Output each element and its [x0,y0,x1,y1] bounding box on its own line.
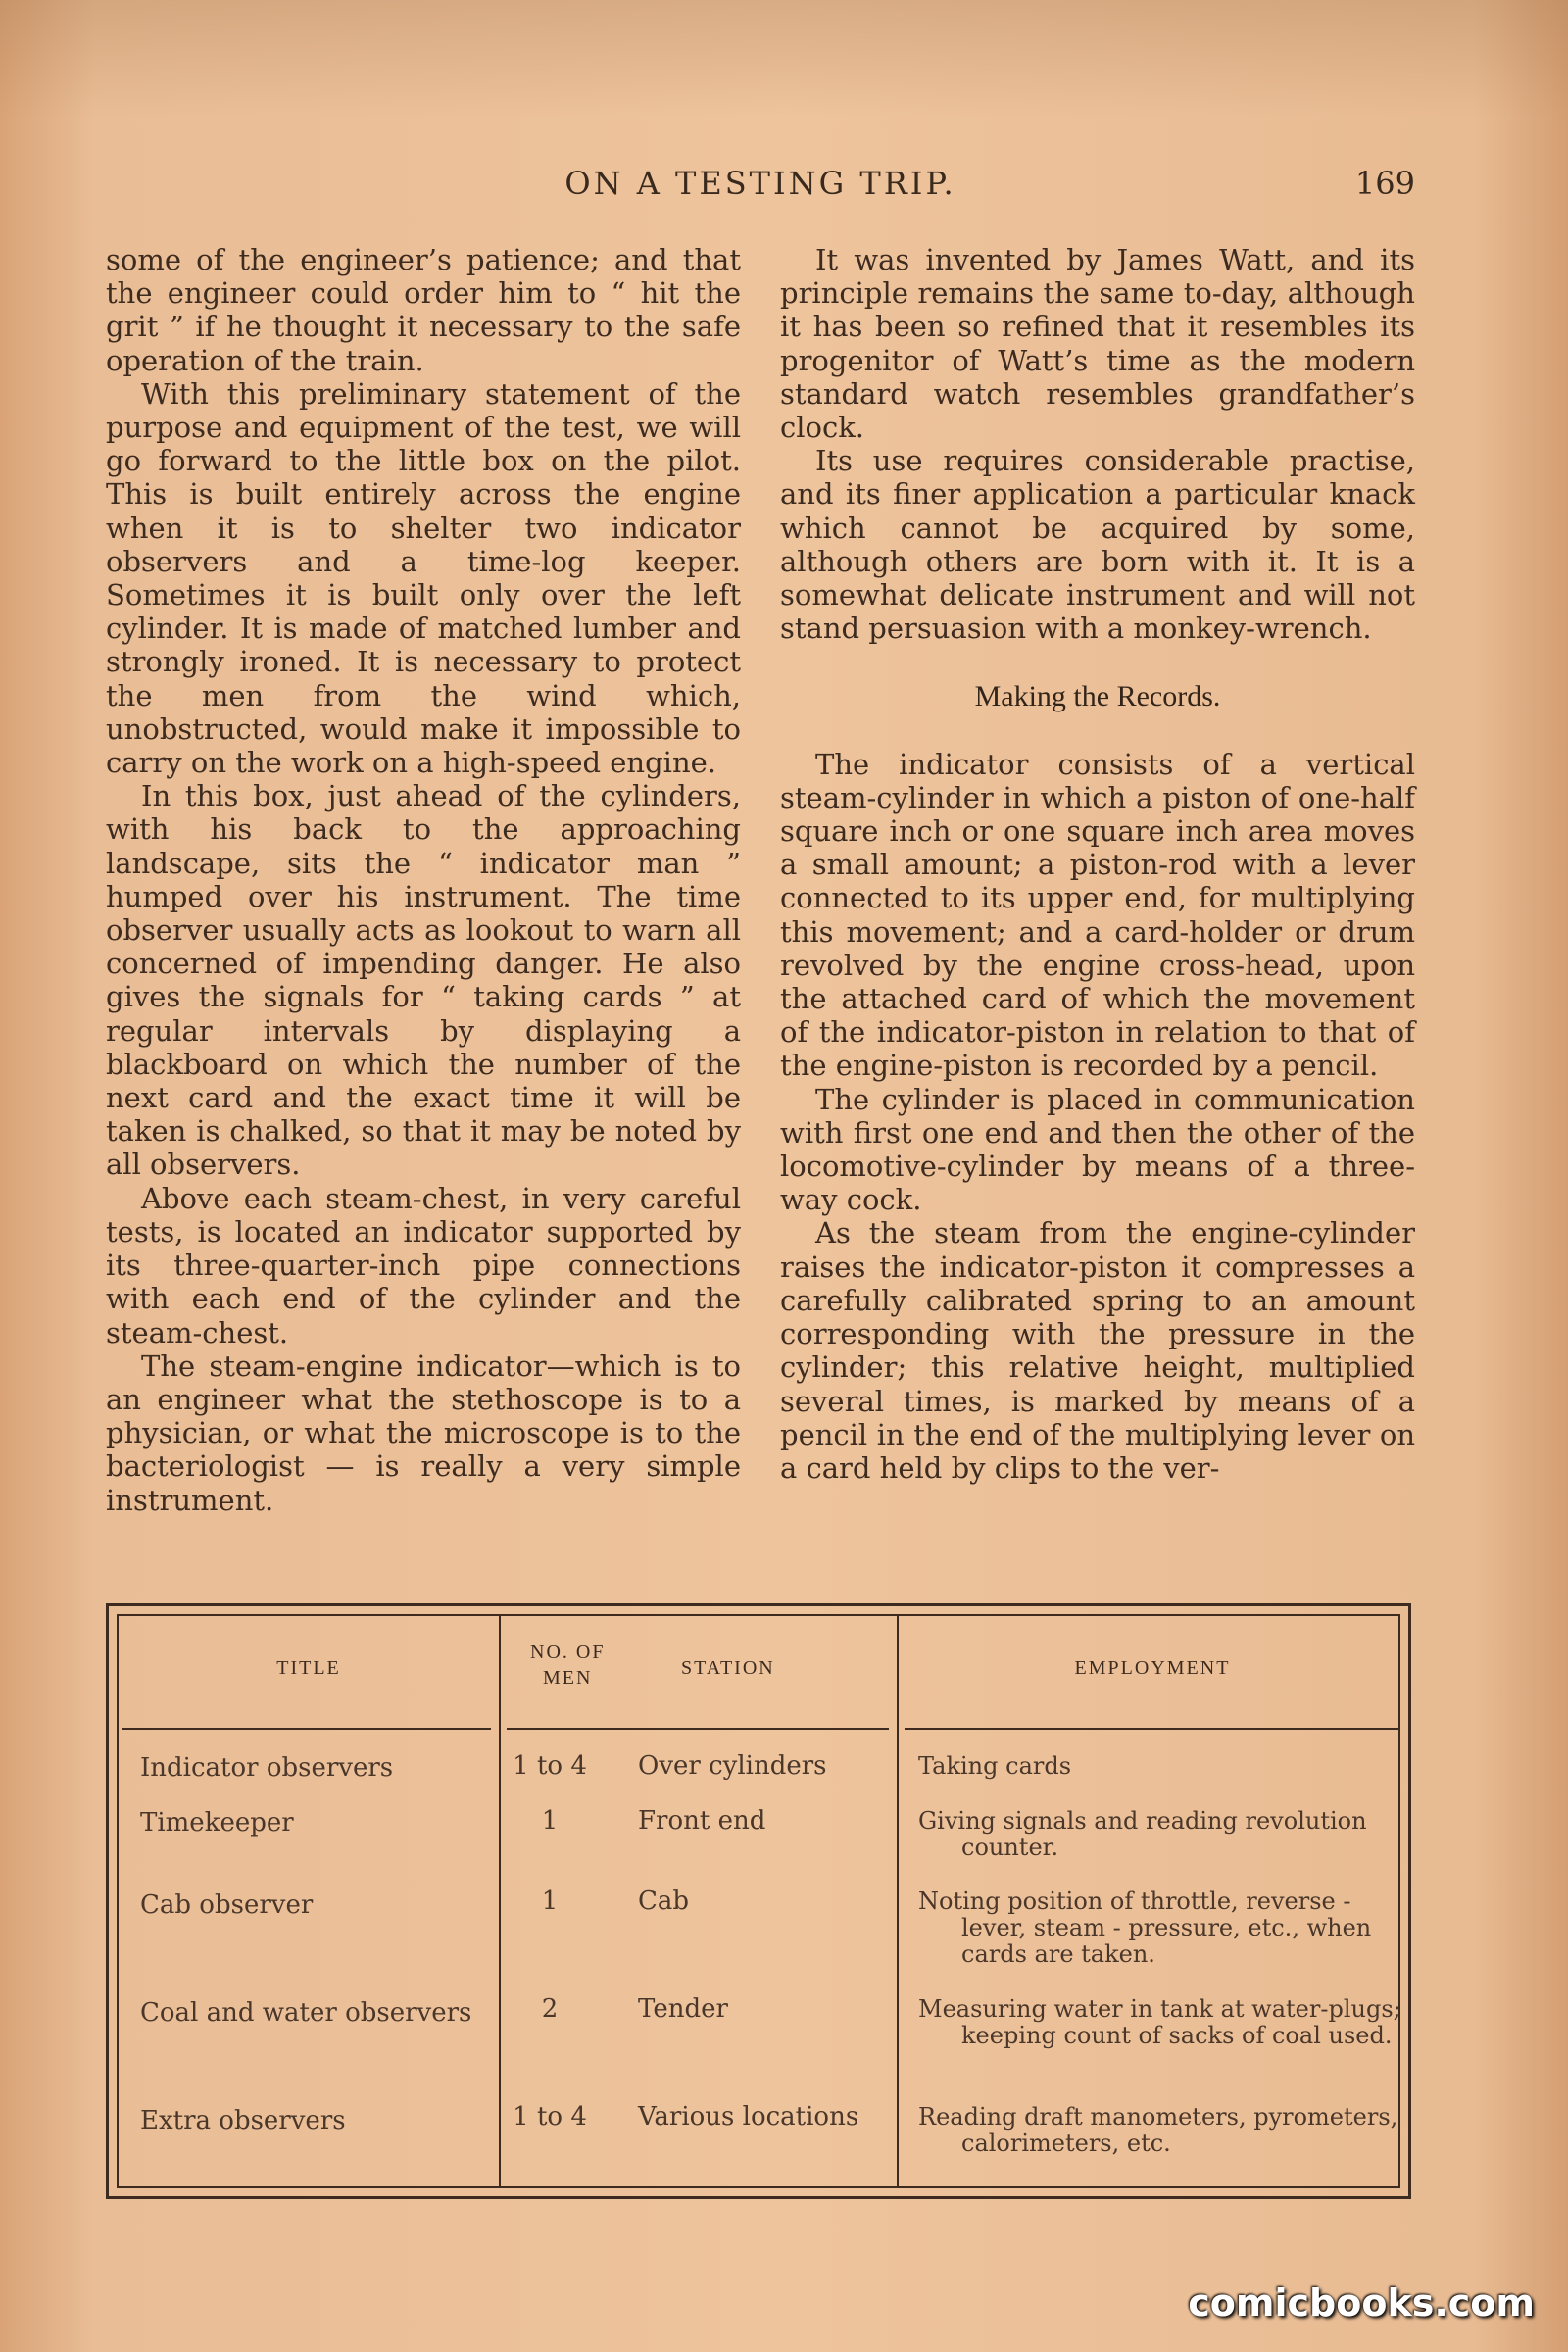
paragraph: The cylinder is placed in communication with first one end and then the other of the locomotive-cylinder by means of a three-way cock. [780,1082,1415,1217]
table-inner-border [117,1614,1400,2188]
page-top-shade [0,0,1568,118]
table-cell-station: Over cylinders [638,1751,827,1781]
paragraph: The indicator consists of a vertical steam-cylinder in which a piston of one-half square inch or one square inch area moves a small amount; a piston-rod with a lever connected to its upper end, for multiplying this movement; and a card-holder or drum revolved by the engine cross-head, upon the attached card of which the movement of the indicator-piston in relation to that of the engine-piston is recorded by a pencil. [780,747,1415,1083]
header-station: STATION [681,1657,775,1679]
running-head-title: ON A TESTING TRIP. [564,165,956,202]
paragraph: some of the engineer’s patience; and that the engineer could order him to “ hit the grit ” if he thought it necessary to the safe operation of the train. [106,243,741,377]
column-divider [499,1616,501,2186]
table-cell-title: Timekeeper [140,1808,294,1838]
left-column [106,243,741,1517]
header-no-of-men-line1: NO. OF [530,1642,606,1663]
table-cell-title: Indicator observers [140,1753,394,1783]
header-employment: EMPLOYMENT [1074,1657,1231,1679]
running-head [106,165,1415,208]
paragraph: The steam-engine indicator—which is to an engineer what the stethoscope is to a physician, or what the microscope is to the bacteriologist — is really a very simple instrument. [106,1348,741,1517]
table-cell-title: Extra observers [140,2106,346,2135]
table-cell-men: 1 [541,1806,559,1836]
table-cell-employment: Taking cards [918,1752,1072,1780]
table-cell-employment: Giving signals and reading revolution counter. [918,1807,1367,1861]
table-cell-title: Coal and water observers [140,1998,472,2028]
header-no-of-men [530,1640,605,1690]
table-cell-title: Cab observer [140,1890,314,1920]
table-cell-station: Tender [638,1994,728,2024]
header-no-of-men-line2: MEN [543,1667,593,1689]
table-cell-station: Cab [638,1886,690,1916]
paragraph: As the steam from the engine-cylinder raises the indicator-piston it compresses a carefully calibrated spring to an amount corresponding with the pressure in the cylinder; this relative height, multiplied several times, is marked by means of a pencil in the end of the multiplying lever on a card held by clips to the ver- [780,1216,1415,1485]
paragraph: It was invented by James Watt, and its principle remains the same to-day, although it has been so refined that it resembles its progenitor of Watt’s time as the modern standard watch resembles grandfather’s clock. [780,243,1415,445]
table-cell-men: 1 to 4 [513,1751,587,1781]
table-cell-men: 2 [541,1994,559,2024]
table-cell-employment: Noting position of throttle, reverse - lever, steam - pressure, etc., when cards are taken. [918,1887,1372,1968]
header-rule [905,1728,1398,1730]
page-number: 169 [1354,165,1415,202]
column-divider [897,1616,899,2186]
right-column [780,243,1415,1485]
paragraph: Above each steam-chest, in very careful tests, is located an indicator supported by its three-quarter-inch pipe connections with each end of the cylinder and the steam-chest. [106,1181,741,1349]
header-rule [507,1728,889,1730]
header-title: TITLE [276,1657,341,1679]
paragraph: Its use requires considerable practise, and its finer application a particular knack which cannot be acquired by some, although others are born with it. It is a somewhat delicate instrument and will not stand persuasion with a monkey-wrench. [780,444,1415,646]
table-cell-men: 1 to 4 [513,2102,587,2132]
table-cell-station: Various locations [638,2102,859,2132]
table-cell-employment: Reading draft manometers, pyrometers, calorimeters, etc. [918,2103,1398,2157]
table-cell-men: 1 [541,1886,559,1916]
header-rule [122,1728,491,1730]
paragraph: With this preliminary statement of the purpose and equipment of the test, we will go forward to the little box on the pilot. This is built entirely across the engine when it is to shelter two indicator observers and a time-log keeper. Sometimes it is built only over the left cylinder. It is made of matched lumber and strongly ironed. It is necessary to protect the men from the wind which, unobstructed, would make it impossible to carry on the work on a high-speed engine. [106,376,741,780]
section-heading: Making the Records. [974,680,1221,713]
paragraph: In this box, just ahead of the cylinders, with his back to the approaching landscape, sits the “ indicator man ” humped over his instrument. The time observer usually acts as lookout to warn all concerned of impending danger. He also gives the signals for “ taking cards ” at regular intervals by displaying a blackboard on which the number of the next card and the exact time it will be taken is chalked, so that it may be noted by all observers. [106,779,741,1182]
table-cell-employment: Measuring water in tank at water-plugs; keeping count of sacks of coal used. [918,1995,1401,2049]
watermark-logo: comicbooks.com [1188,2281,1535,2325]
table-cell-station: Front end [638,1806,766,1836]
personnel-table [106,1603,1411,2199]
